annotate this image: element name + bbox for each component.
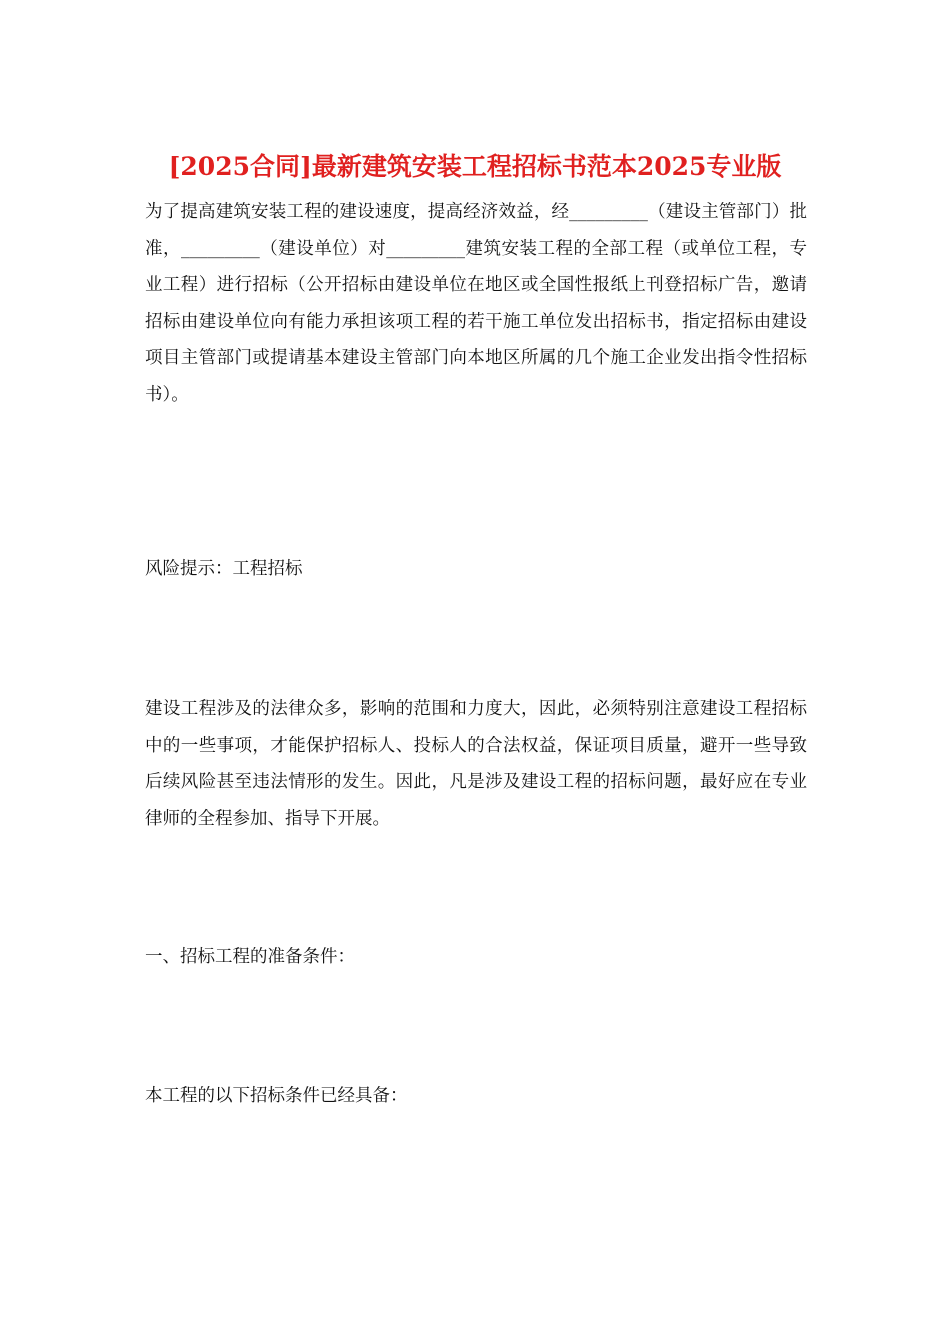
conditions-paragraph: 本工程的以下招标条件已经具备： (145, 1086, 408, 1106)
risk-notice-paragraph: 风险提示：工程招标 (145, 559, 303, 579)
document-title: [2025合同]最新建筑安装工程招标书范本2025专业版 (168, 152, 782, 181)
legal-advice-paragraph: 建设工程涉及的法律众多，影响的范围和力度大，因此，必须特别注意建设工程招标中的一些事项，才能保护招标人、投标人的合法权益，保证项目质量，避开一些导致后续风险甚至违法情形的发生。因此，凡是涉及建设工程的招标问题，最好应在专业律师的全程参加、指导下开展。 (145, 699, 807, 829)
section-heading-preparation: 一、招标工程的准备条件： (145, 947, 355, 967)
intro-paragraph: 为了提高建筑安装工程的建设速度，提高经济效益，经_________（建设主管部门）批准，_________（建设单位）对_________建筑安装工程的全部工程（或单位工程，专业工程）进行招标（公开招标由建设单位在地区或全国性报纸上刊登招标广告，邀请招标由建设单位向有能力承担该项工程的若干施工单位发出招标书，指定招标由建设项目主管部门或提请基本建设主管部门向本地区所属的几个施工企业发出指令性招标书）。 (145, 202, 807, 405)
